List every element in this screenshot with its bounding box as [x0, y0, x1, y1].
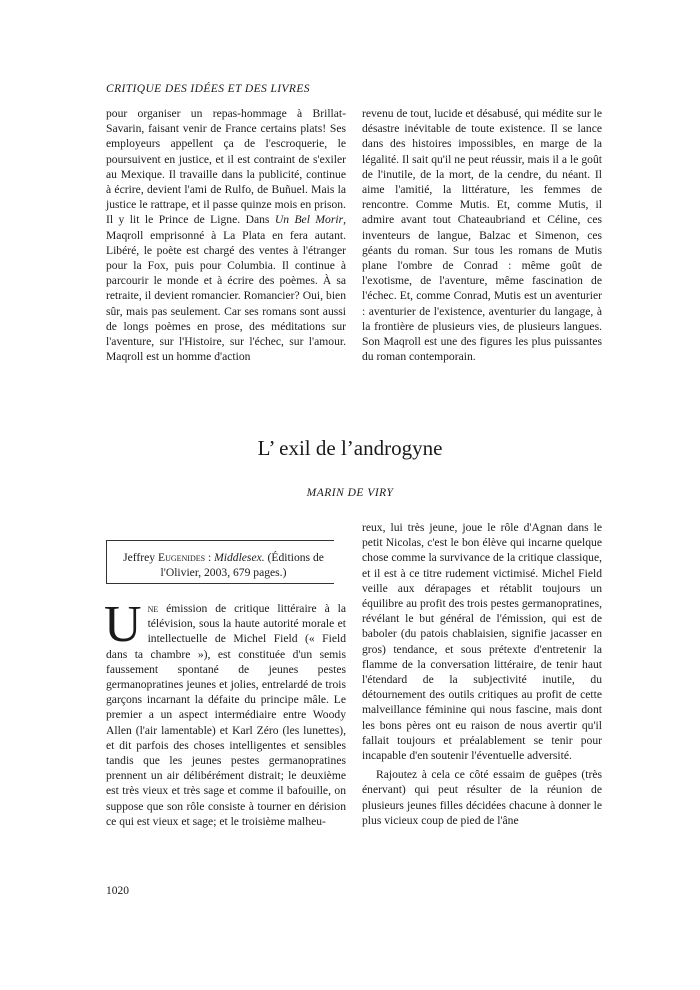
bottom-left-column	[104, 596, 346, 829]
top-left-text-continued: , Maqroll emprisonné à La Plata en fera autant. Libéré, le poète est chargé des ventes à l'étranger pour la Fox, puis pour Columbia. Il continue à parcourir le monde et à écrire des poèmes. À sa retraite, il devient romancier. Romancier? Oui, bien sûr, mais pas seulement. Car ses romans sont aussi de longs poèmes en prose, des méditations sur l'aventure, sur l'Histoire, sur l'échec, sur l'amour. Maqroll est un homme d'action	[106, 213, 346, 364]
book-title-italic: Un Bel Morir	[274, 213, 344, 227]
article-author: MARIN DE VIRY	[306, 487, 394, 499]
top-left-paragraph	[106, 106, 346, 364]
article-title: L’ exil de l’androgyne	[257, 436, 443, 460]
bottom-right-column	[362, 520, 602, 828]
page-number: 1020	[106, 885, 129, 897]
ref-publisher: (Éditions de l'Olivier, 2003, 679 pages.)	[160, 551, 324, 579]
bottom-right-paragraph-1: reux, lui très jeune, joue le rôle d'Agnan dans le petit Nicolas, c'est le bon élève qui incarne quelque chose comme la survivance de la critique classique, et il est à ce titre rudement victimisé. Michel Field veille aux dérapages et rétablit toujours un équilibre au profit des trois pestes germanopratines, révélant le but général de l'émission, qui est de baboler (du patois chablaisien, signifie jacasser en gros) tendance, et sous prétexte d'entretenir la flamme de la conversation littéraire, de tenir haut l'étendard de la subjectivité inutile, du détournement des outils critiques au profit de cette malveillance féminine qui nous fascine, mais dont les bons pères ont eu raison de nous avertir qu'il fallait toujours et préalablement se tenir pour incapable d'en soutenir l'éventuelle adversité.	[362, 521, 602, 763]
top-left-column	[106, 106, 346, 364]
bottom-right-paragraph-2: Rajoutez à cela ce côté essaim de guêpes (très énervant) qui peut résulter de la réunion de plusieurs jeunes filles décidées chacune à donner le plus vicieux coup de pied de l'âne	[362, 768, 602, 827]
top-right-paragraph: revenu de tout, lucide et désabusé, qui médite sur le désastre inévitable de toute existence. Il se lance dans des histoires impossibles, en marge de la légalité. Il sait qu'il ne peut réussir, mais il a le goût de l'inutile, de la mort, de la cendre, du néant. Il aime l'amitié, la littérature, les femmes de rencontre. Comme Mutis. Et, comme Mutis, il admire avant tout Chateaubriand et Céline, ces inventeurs de langue, Balzac et Simenon, ces géants du roman. Sur tous les romans de Mutis plane l'ombre de Conrad : même goût de l'exotisme, de l'aventure, même fascination de l'échec. Et, comme Conrad, Mutis est un aventurier : aventurier de l'existence, aventurier du langage, à la frontière de plusieurs vies, de plusieurs langues. Son Maqroll est une des figures les plus puissantes du roman contemporain.	[362, 107, 602, 364]
running-header: CRITIQUE DES IDÉES ET DES LIVRES	[106, 83, 310, 95]
ref-author-last: Eugenides	[157, 551, 206, 564]
smallcaps-lead: ne	[147, 602, 159, 615]
top-right-column	[362, 106, 602, 364]
ref-author-first: Jeffrey	[123, 551, 158, 564]
ref-separator: :	[205, 551, 215, 564]
book-reference-box	[106, 540, 334, 584]
drop-cap: U	[104, 596, 142, 653]
bottom-left-text: émission de critique littéraire à la télévision, sous la haute autorité morale et intellectuelle de Michel Field (« Field dans ta chambre »), est constituée d'un semis faussement spontané de jeunes pestes germanopratines jeunes et jolies, entrelardé de trois garçons incarnant la défaite du principe mâle. Le premier a un aspect intermédiaire entre Woody Allen (l'air lamentable) et Karl Zéro (les lunettes), et dit parfois des choses intelligentes et sensibles tandis que les jeunes pestes germanopratines prennent un air délibérément distrait; le deuxième est très vieux et très sage et comme il bafouille, on suppose que son rôle consiste à tourner en dérision ce qui est vieux et sage; et le troisième malheu-	[106, 602, 346, 828]
top-left-text: pour organiser un repas-hommage à Brillat-Savarin, faisant venir de France certains plats! Ses employeurs appellent ça de l'escroquerie, le poursuivent en justice, et il est contraint de s'exiler au Mexique. Il travaille dans la publicité, continue à écrire, devient l'ami de Rulfo, de Buñuel. Mais la justice le rattrape, et il passe quinze mois en prison. Il y lit le Prince de Ligne. Dans	[106, 107, 346, 227]
ref-book-title: Middlesex.	[214, 551, 265, 564]
bottom-left-paragraph	[104, 596, 346, 829]
